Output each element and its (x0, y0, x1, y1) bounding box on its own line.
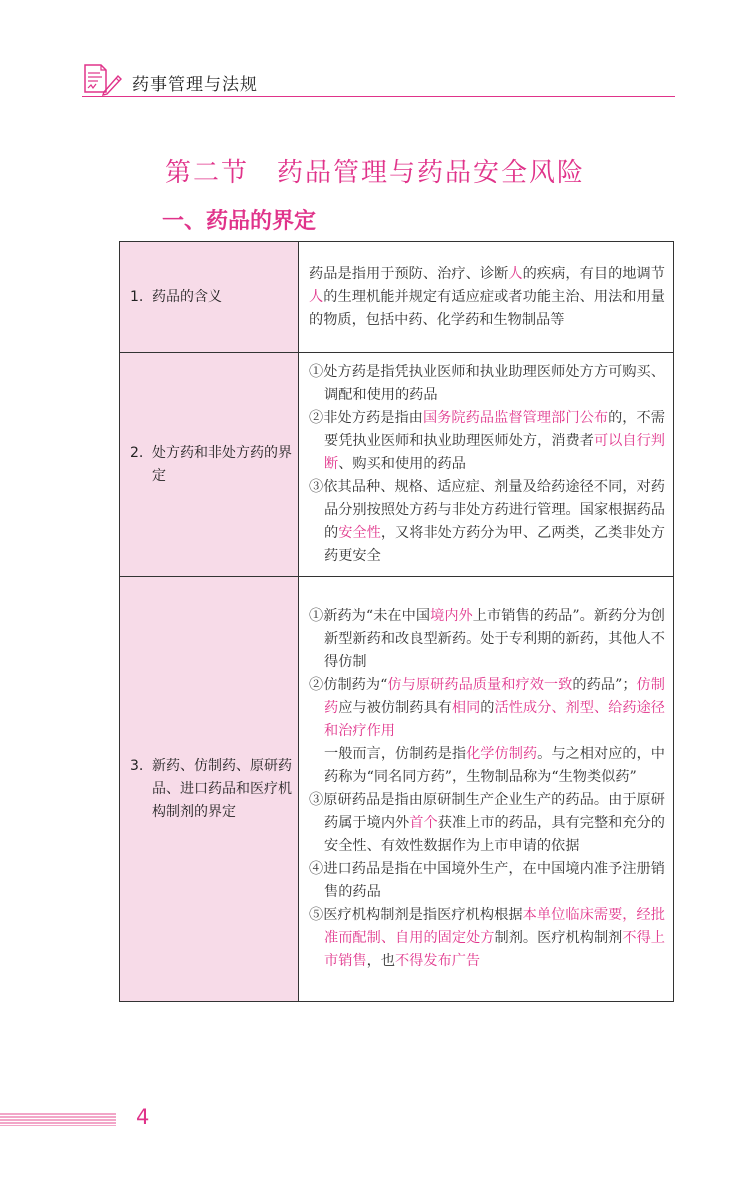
content-text: ①新药为“未在中国 (309, 608, 431, 624)
subsection-title: 一、药品的界定 (162, 209, 317, 234)
table-row (120, 577, 674, 1002)
running-header (82, 62, 675, 97)
content-text: ，又将非处方药分为甲、乙两类，乙类非处方药更安全 (324, 525, 665, 564)
highlighted-text: 不得发布广告 (394, 953, 481, 969)
running-header-title: 药事管理与法规 (132, 75, 258, 95)
highlighted-text: 首个 (409, 815, 438, 831)
definition-table (119, 241, 674, 1002)
document-pen-icon (82, 62, 126, 96)
content-text: 一般而言，仿制药是指 (324, 746, 467, 762)
highlighted-text: 不得上市销售 (324, 930, 665, 969)
content-paragraph (309, 407, 665, 476)
highlighted-text: 人 (309, 288, 324, 305)
section-title: 第二节 药品管理与药品安全风险 (164, 158, 585, 188)
content-paragraph (309, 789, 665, 858)
content-text: ⑤医疗机构制剂是指医疗机构根据 (309, 907, 523, 923)
table-row (120, 242, 674, 353)
content-text: ②仿制药为“ (309, 677, 388, 693)
content-paragraph (309, 858, 665, 904)
content-text: 的 (480, 700, 495, 716)
row-label-cell (120, 242, 299, 353)
content-text: ③原研药品是指由原研制生产企业生产的药品。由于原研药属于境内外 (309, 792, 665, 831)
content-text: 。与之相对应的，中药称为“同名同方药”，生物制品称为“生物类似药” (324, 746, 665, 785)
highlighted-text: 本单位临床需要，经批准而配制、自用的固定处方 (324, 907, 665, 946)
content-text: 药品是指用于预防、治疗、诊断 (309, 265, 509, 282)
highlighted-text: 境内外 (430, 608, 473, 624)
footer-decoration-bar (0, 1113, 116, 1126)
content-text: 的生理机能并规定有适应症或者功能主治、用法和用量的物质，包括中药、化学药和生物制品等 (309, 288, 665, 328)
content-text: 的，不需要凭执业医师和执业助理医师处方，消费者 (324, 410, 665, 449)
highlighted-text: 安全性 (338, 525, 381, 541)
content-text: ②非处方药是指由 (309, 410, 423, 426)
content-text: 、购买和使用的药品 (338, 456, 466, 472)
row-number: 2. (130, 444, 144, 461)
content-text: 制剂。医疗机构制剂 (494, 930, 623, 946)
content-paragraph (309, 361, 665, 407)
content-paragraph (309, 605, 665, 674)
highlighted-text: 可以自行判断 (324, 433, 665, 472)
table-row (120, 353, 674, 577)
row-label: 药品的含义 (152, 288, 222, 305)
page-number: 4 (136, 1105, 150, 1129)
content-paragraph (309, 476, 665, 568)
row-label: 处方药和非处方药的界定 (152, 444, 292, 484)
content-text: 的药品”； (572, 677, 637, 693)
row-number: 1. (130, 288, 144, 305)
content-text: 的疾病，有目的地调节 (522, 265, 665, 282)
content-paragraph (309, 674, 665, 743)
row-label-cell (120, 353, 299, 577)
row-content-cell (299, 353, 674, 577)
content-paragraph (309, 743, 665, 789)
content-text: 应与被仿制药具有 (338, 700, 452, 716)
highlighted-text: 仿与原研药品质量和疗效一致 (387, 677, 573, 693)
row-label-cell (120, 577, 299, 1002)
content-text: 上市销售的药品”。新药分为创新型新药和改良型新药。处于专利期的新药，其他人不得仿制 (324, 608, 665, 670)
content-text: ①处方药是指凭执业医师和执业助理医师处方方可购买、调配和使用的药品 (309, 364, 665, 403)
highlighted-text: 相同 (451, 700, 481, 716)
row-content-cell (299, 577, 674, 1002)
highlighted-text: 国务院药品监督管理部门公布 (422, 410, 609, 426)
row-number: 3. (130, 757, 144, 774)
highlighted-text: 活性成分、剂型、给药途径和治疗作用 (324, 700, 665, 739)
content-paragraph (309, 904, 665, 973)
row-content-cell (299, 242, 674, 353)
content-paragraph (309, 263, 665, 332)
highlighted-text: 人 (508, 265, 523, 282)
highlighted-text: 化学仿制药 (466, 746, 538, 762)
row-label: 新药、仿制药、原研药品、进口药品和医疗机构制剂的界定 (152, 757, 292, 820)
content-text: ④进口药品是指在中国境外生产，在中国境内准予注册销售的药品 (309, 861, 665, 900)
content-text: ③依其品种、规格、适应症、剂量及给药途径不同，对药品分别按照处方药与非处方药进行管理。国家根据药品的 (309, 479, 665, 541)
content-text: 获准上市的药品，具有完整和充分的安全性、有效性数据作为上市申请的依据 (324, 815, 665, 854)
highlighted-text: 仿制药 (324, 677, 665, 716)
content-text: ，也 (366, 953, 395, 969)
